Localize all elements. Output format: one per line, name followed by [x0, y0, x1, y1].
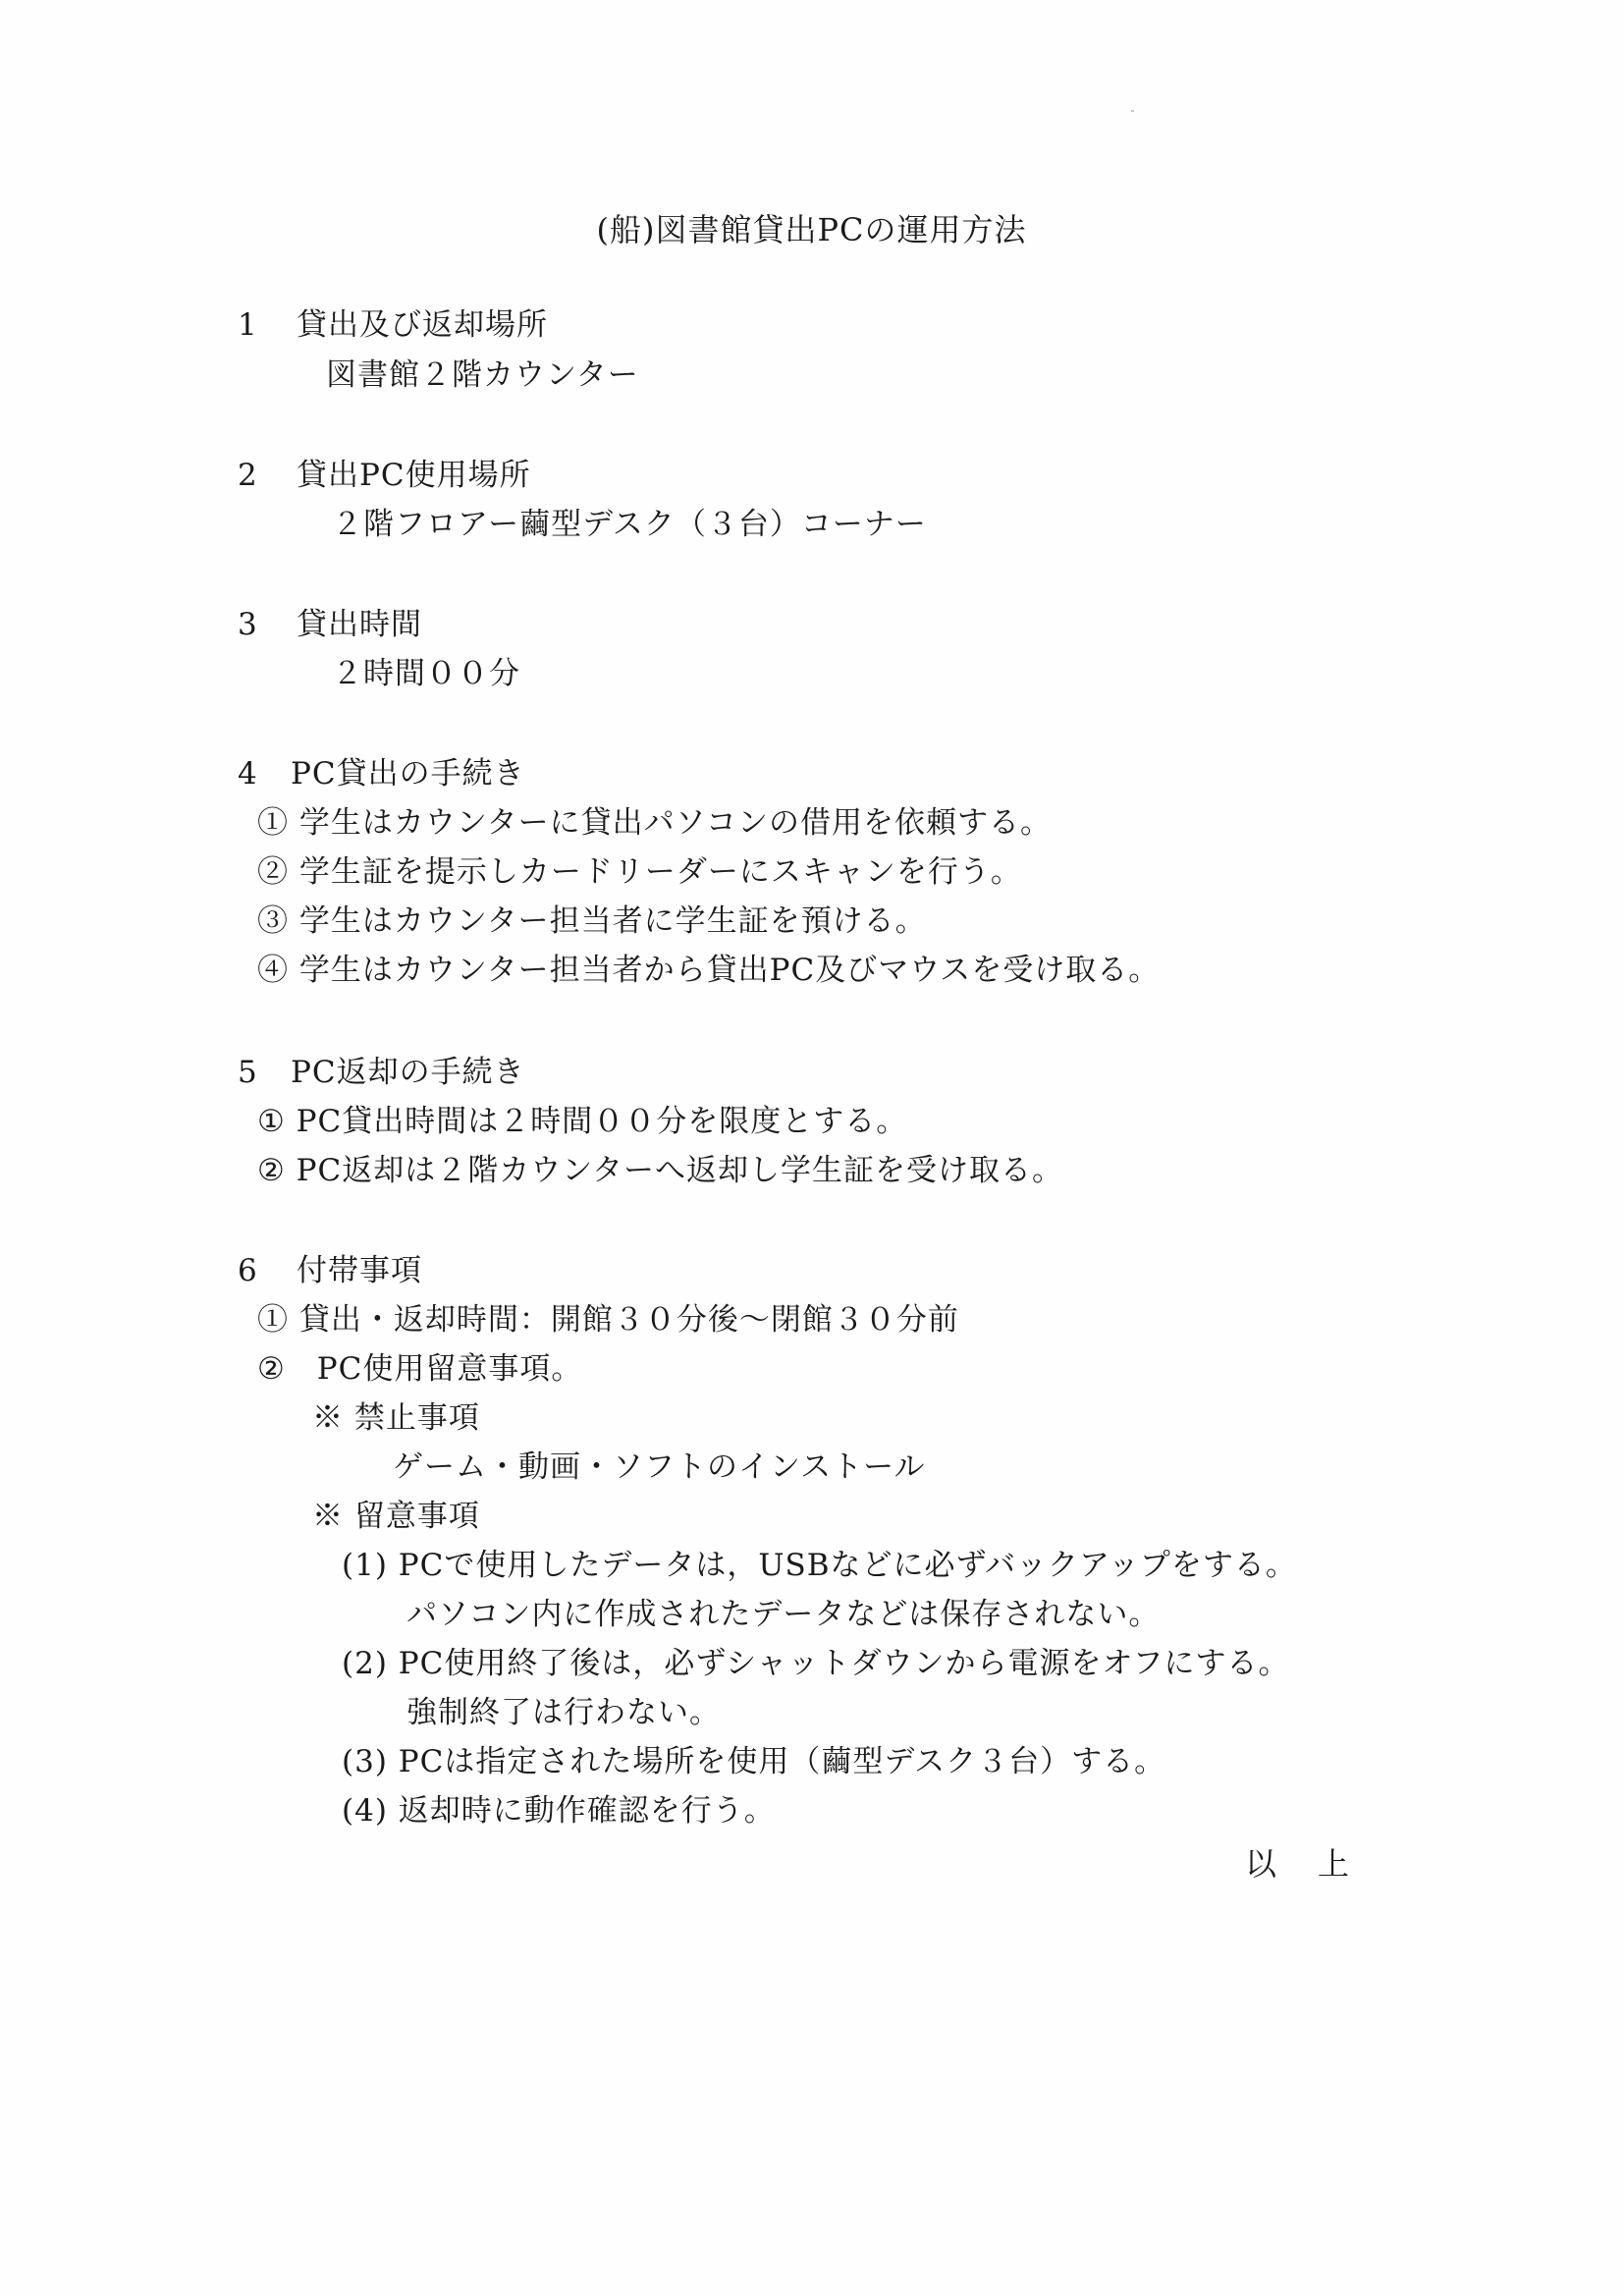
closing-mark: 以上: [1245, 1845, 1391, 1883]
section-4-item: ② 学生証を提示しカードリーダーにスキャンを行う。: [257, 854, 1022, 890]
prohibited-heading: ※ 禁止事項: [312, 1400, 480, 1436]
section-5-item: ① PC貸出時間は２時間００分を限度とする。: [257, 1104, 908, 1139]
section-6-heading: 付帯事項: [297, 1253, 422, 1288]
section-4-item: ③ 学生はカウンター担当者に学生証を預ける。: [257, 903, 927, 939]
section-6-number: 6: [238, 1253, 257, 1288]
note-item: (2) PC使用終了後は，必ずシャットダウンから電源をオフにする。: [342, 1646, 1290, 1681]
document-title: (船)図書館貸出PCの運用方法: [596, 211, 1027, 248]
section-1-number: 1: [238, 307, 257, 343]
note-item: (3) PCは指定された場所を使用（繭型デスク３台）する。: [342, 1744, 1166, 1779]
note-item: (1) PCで使用したデータは，USBなどに必ずバックアップをする。: [342, 1548, 1297, 1583]
section-5-heading: PC返却の手続き: [291, 1055, 525, 1090]
notes-heading: ※ 留意事項: [312, 1499, 480, 1534]
note-continuation: 強制終了は行わない。: [406, 1695, 721, 1730]
section-3-heading: 貸出時間: [297, 607, 422, 642]
scan-speck: [1131, 110, 1134, 112]
section-6-item: ② PC使用留意事項。: [257, 1351, 583, 1387]
section-4-item: ④ 学生はカウンター担当者から貸出PC及びマウスを受け取る。: [257, 953, 1161, 988]
section-2-number: 2: [238, 458, 257, 493]
section-2-heading: 貸出PC使用場所: [297, 458, 531, 493]
note-continuation: パソコン内に作成されたデータなどは保存されない。: [406, 1597, 1161, 1632]
section-1-heading: 貸出及び返却場所: [297, 307, 548, 343]
section-1-body: 図書館２階カウンター: [326, 357, 639, 393]
section-4-item: ① 学生はカウンターに貸出パソコンの借用を依頼する。: [257, 805, 1052, 841]
section-5-number: 5: [238, 1055, 257, 1090]
prohibited-body: ゲーム・動画・ソフトのインストール: [393, 1449, 926, 1485]
section-3-body: ２時間００分: [332, 656, 520, 691]
section-5-item: ② PC返却は２階カウンターへ返却し学生証を受け取る。: [257, 1153, 1063, 1188]
section-4-number: 4: [238, 756, 257, 792]
note-item: (4) 返却時に動作確認を行う。: [342, 1793, 776, 1829]
section-2-body: ２階フロアー繭型デスク（３台）コーナー: [332, 507, 927, 542]
section-6-item: ① 貸出・返却時間：開館３０分後〜閉館３０分前: [257, 1302, 959, 1338]
section-3-number: 3: [238, 607, 257, 642]
section-4-heading: PC貸出の手続き: [291, 756, 525, 792]
